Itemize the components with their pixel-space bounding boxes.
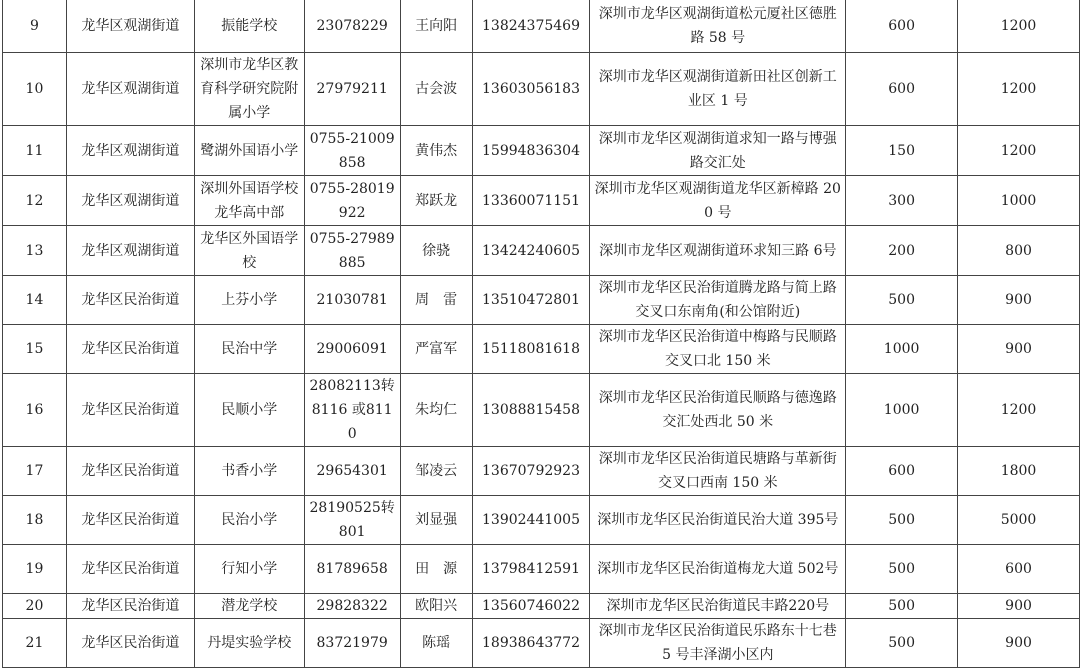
address-cell: 深圳市龙华区观湖街道环求知三路 6号 xyxy=(590,226,846,276)
table-row xyxy=(3,53,1080,126)
contact-name-cell: 郑跃龙 xyxy=(400,176,472,226)
school-name-cell: 振能学校 xyxy=(194,0,304,53)
address-cell: 深圳市龙华区民治街道腾龙路与简上路交叉口东南角(和公馆附近) xyxy=(590,276,846,325)
value-1-cell: 500 xyxy=(846,545,958,594)
value-2-cell: 900 xyxy=(958,325,1080,374)
contact-name-cell: 徐骁 xyxy=(400,226,472,276)
contact-name-cell: 欧阳兴 xyxy=(400,594,472,619)
district-cell: 龙华区观湖街道 xyxy=(66,126,194,176)
district-cell: 龙华区民治街道 xyxy=(66,325,194,374)
school-name-cell: 龙华区外国语学校 xyxy=(194,226,304,276)
value-2-cell: 900 xyxy=(958,276,1080,325)
phone-cell: 23078229 xyxy=(304,0,400,53)
value-1-cell: 500 xyxy=(846,594,958,619)
row-number: 17 xyxy=(3,447,67,496)
table-row xyxy=(3,594,1080,619)
school-table xyxy=(2,0,1080,668)
address-cell: 深圳市龙华区民治街道民塘路与革新街交叉口西南 150 米 xyxy=(590,447,846,496)
mobile-cell: 13824375469 xyxy=(472,0,590,53)
table-row xyxy=(3,226,1080,276)
table-row xyxy=(3,276,1080,325)
value-2-cell: 1200 xyxy=(958,53,1080,126)
table-row xyxy=(3,374,1080,447)
district-cell: 龙华区民治街道 xyxy=(66,594,194,619)
contact-name-cell: 陈瑶 xyxy=(400,619,472,668)
value-2-cell: 1200 xyxy=(958,374,1080,447)
mobile-cell: 15994836304 xyxy=(472,126,590,176)
phone-cell: 0755-27989885 xyxy=(304,226,400,276)
address-cell: 深圳市龙华区民治街道民治大道 395号 xyxy=(590,496,846,545)
district-cell: 龙华区民治街道 xyxy=(66,276,194,325)
table-row xyxy=(3,447,1080,496)
school-name-cell: 书香小学 xyxy=(194,447,304,496)
row-number: 9 xyxy=(3,0,67,53)
mobile-cell: 13560746022 xyxy=(472,594,590,619)
school-name-cell: 民顺小学 xyxy=(194,374,304,447)
phone-cell: 0755-21009858 xyxy=(304,126,400,176)
value-2-cell: 800 xyxy=(958,226,1080,276)
school-name-cell: 民治小学 xyxy=(194,496,304,545)
mobile-cell: 18938643772 xyxy=(472,619,590,668)
value-1-cell: 600 xyxy=(846,447,958,496)
row-number: 14 xyxy=(3,276,67,325)
value-1-cell: 500 xyxy=(846,619,958,668)
value-1-cell: 150 xyxy=(846,126,958,176)
value-1-cell: 200 xyxy=(846,226,958,276)
row-number: 21 xyxy=(3,619,67,668)
district-cell: 龙华区观湖街道 xyxy=(66,226,194,276)
table-row xyxy=(3,496,1080,545)
row-number: 20 xyxy=(3,594,67,619)
address-cell: 深圳市龙华区观湖街道龙华区新樟路 200 号 xyxy=(590,176,846,226)
value-1-cell: 300 xyxy=(846,176,958,226)
mobile-cell: 13510472801 xyxy=(472,276,590,325)
value-2-cell: 1800 xyxy=(958,447,1080,496)
district-cell: 龙华区民治街道 xyxy=(66,447,194,496)
address-cell: 深圳市龙华区民治街道民顺路与德逸路交汇处西北 50 米 xyxy=(590,374,846,447)
mobile-cell: 13670792923 xyxy=(472,447,590,496)
value-2-cell: 1000 xyxy=(958,176,1080,226)
phone-cell: 28082113转 8116 或8110 xyxy=(304,374,400,447)
address-cell: 深圳市龙华区观湖街道松元厦社区德胜路 58 号 xyxy=(590,0,846,53)
contact-name-cell: 刘显强 xyxy=(400,496,472,545)
table-row xyxy=(3,0,1080,53)
phone-cell: 28190525转 801 xyxy=(304,496,400,545)
school-name-cell: 深圳市龙华区教育科学研究院附属小学 xyxy=(194,53,304,126)
district-cell: 龙华区民治街道 xyxy=(66,496,194,545)
row-number: 12 xyxy=(3,176,67,226)
table-body xyxy=(3,0,1080,668)
address-cell: 深圳市龙华区民治街道梅龙大道 502号 xyxy=(590,545,846,594)
phone-cell: 83721979 xyxy=(304,619,400,668)
contact-name-cell: 黄伟杰 xyxy=(400,126,472,176)
row-number: 19 xyxy=(3,545,67,594)
value-1-cell: 600 xyxy=(846,0,958,53)
district-cell: 龙华区民治街道 xyxy=(66,619,194,668)
mobile-cell: 13088815458 xyxy=(472,374,590,447)
value-2-cell: 1200 xyxy=(958,0,1080,53)
contact-name-cell: 周 雷 xyxy=(400,276,472,325)
mobile-cell: 13360071151 xyxy=(472,176,590,226)
phone-cell: 29828322 xyxy=(304,594,400,619)
school-name-cell: 丹堤实验学校 xyxy=(194,619,304,668)
contact-name-cell: 朱均仁 xyxy=(400,374,472,447)
row-number: 18 xyxy=(3,496,67,545)
value-1-cell: 500 xyxy=(846,276,958,325)
contact-name-cell: 严富军 xyxy=(400,325,472,374)
address-cell: 深圳市龙华区观湖街道新田社区创新工业区 1 号 xyxy=(590,53,846,126)
school-name-cell: 行知小学 xyxy=(194,545,304,594)
address-cell: 深圳市龙华区民治街道中梅路与民顺路交叉口北 150 米 xyxy=(590,325,846,374)
address-cell: 深圳市龙华区民治街道民乐路东十七巷 5 号丰泽湖小区内 xyxy=(590,619,846,668)
phone-cell: 81789658 xyxy=(304,545,400,594)
table-row xyxy=(3,176,1080,226)
mobile-cell: 13798412591 xyxy=(472,545,590,594)
row-number: 10 xyxy=(3,53,67,126)
table-row xyxy=(3,126,1080,176)
mobile-cell: 13603056183 xyxy=(472,53,590,126)
contact-name-cell: 田 源 xyxy=(400,545,472,594)
school-name-cell: 民治中学 xyxy=(194,325,304,374)
phone-cell: 29006091 xyxy=(304,325,400,374)
phone-cell: 27979211 xyxy=(304,53,400,126)
table-row xyxy=(3,325,1080,374)
contact-name-cell: 王向阳 xyxy=(400,0,472,53)
school-name-cell: 鹭湖外国语小学 xyxy=(194,126,304,176)
school-name-cell: 潜龙学校 xyxy=(194,594,304,619)
phone-cell: 21030781 xyxy=(304,276,400,325)
value-2-cell: 600 xyxy=(958,545,1080,594)
value-2-cell: 900 xyxy=(958,619,1080,668)
contact-name-cell: 古会波 xyxy=(400,53,472,126)
district-cell: 龙华区观湖街道 xyxy=(66,53,194,126)
phone-cell: 29654301 xyxy=(304,447,400,496)
mobile-cell: 15118081618 xyxy=(472,325,590,374)
contact-name-cell: 邹凌云 xyxy=(400,447,472,496)
school-name-cell: 上芬小学 xyxy=(194,276,304,325)
value-1-cell: 1000 xyxy=(846,325,958,374)
row-number: 15 xyxy=(3,325,67,374)
value-1-cell: 500 xyxy=(846,496,958,545)
table-row xyxy=(3,545,1080,594)
table-row xyxy=(3,619,1080,668)
school-name-cell: 深圳外国语学校龙华高中部 xyxy=(194,176,304,226)
row-number: 13 xyxy=(3,226,67,276)
address-cell: 深圳市龙华区民治街道民丰路220号 xyxy=(590,594,846,619)
address-cell: 深圳市龙华区观湖街道求知一路与博强路交汇处 xyxy=(590,126,846,176)
mobile-cell: 13424240605 xyxy=(472,226,590,276)
district-cell: 龙华区观湖街道 xyxy=(66,0,194,53)
value-2-cell: 5000 xyxy=(958,496,1080,545)
value-2-cell: 1200 xyxy=(958,126,1080,176)
phone-cell: 0755-28019922 xyxy=(304,176,400,226)
row-number: 11 xyxy=(3,126,67,176)
value-1-cell: 600 xyxy=(846,53,958,126)
mobile-cell: 13902441005 xyxy=(472,496,590,545)
value-1-cell: 1000 xyxy=(846,374,958,447)
district-cell: 龙华区民治街道 xyxy=(66,545,194,594)
value-2-cell: 900 xyxy=(958,594,1080,619)
district-cell: 龙华区观湖街道 xyxy=(66,176,194,226)
district-cell: 龙华区民治街道 xyxy=(66,374,194,447)
row-number: 16 xyxy=(3,374,67,447)
